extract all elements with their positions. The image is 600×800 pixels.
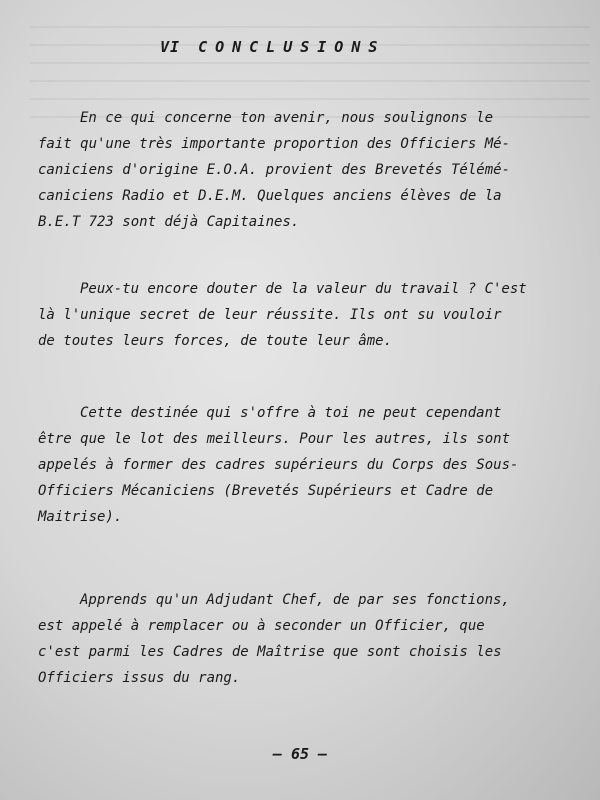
text-line: En ce qui concerne ton avenir, nous soulignons le bbox=[80, 110, 494, 126]
text-line: être que le lot des meilleurs. Pour les autres, ils sont bbox=[38, 431, 511, 447]
text-line: appelés à former des cadres supérieurs du Corps des Sous- bbox=[38, 457, 519, 473]
paragraph-2 bbox=[38, 276, 548, 354]
text-line: Cette destinée qui s'offre à toi ne peut cependant bbox=[80, 405, 502, 421]
section-heading bbox=[160, 38, 385, 56]
text-line: Officiers issus du rang. bbox=[38, 670, 241, 686]
paragraph-1 bbox=[38, 105, 548, 235]
text-line: Peux-tu encore douter de la valeur du travail ? C'est bbox=[80, 281, 527, 297]
text-line: de toutes leurs forces, de toute leur âme. bbox=[38, 333, 393, 349]
text-line: est appelé à remplacer ou à seconder un Officier, que bbox=[38, 618, 485, 634]
text-line: fait qu'une très importante proportion des Officiers Mé- bbox=[38, 136, 511, 152]
section-number: VI bbox=[160, 38, 181, 56]
paragraph-3 bbox=[38, 400, 548, 530]
text-line: Officiers Mécaniciens (Brevetés Supérieurs et Cadre de bbox=[38, 483, 494, 499]
text-line: caniciens d'origine E.O.A. provient des Brevetés Télémé- bbox=[38, 162, 511, 178]
paragraph-4 bbox=[38, 587, 548, 691]
section-title: CONCLUSIONS bbox=[198, 38, 386, 56]
text-line: Maitrise). bbox=[38, 509, 123, 525]
text-line: là l'unique secret de leur réussite. Ils ont su vouloir bbox=[38, 307, 502, 323]
text-line: caniciens Radio et D.E.M. Quelques anciens élèves de la bbox=[38, 188, 502, 204]
text-line: B.E.T 723 sont déjà Capitaines. bbox=[38, 214, 300, 230]
page-number: — 65 — bbox=[272, 745, 328, 763]
text-line: Apprends qu'un Adjudant Chef, de par ses fonctions, bbox=[80, 592, 510, 608]
text-line: c'est parmi les Cadres de Maîtrise que sont choisis les bbox=[38, 644, 502, 660]
